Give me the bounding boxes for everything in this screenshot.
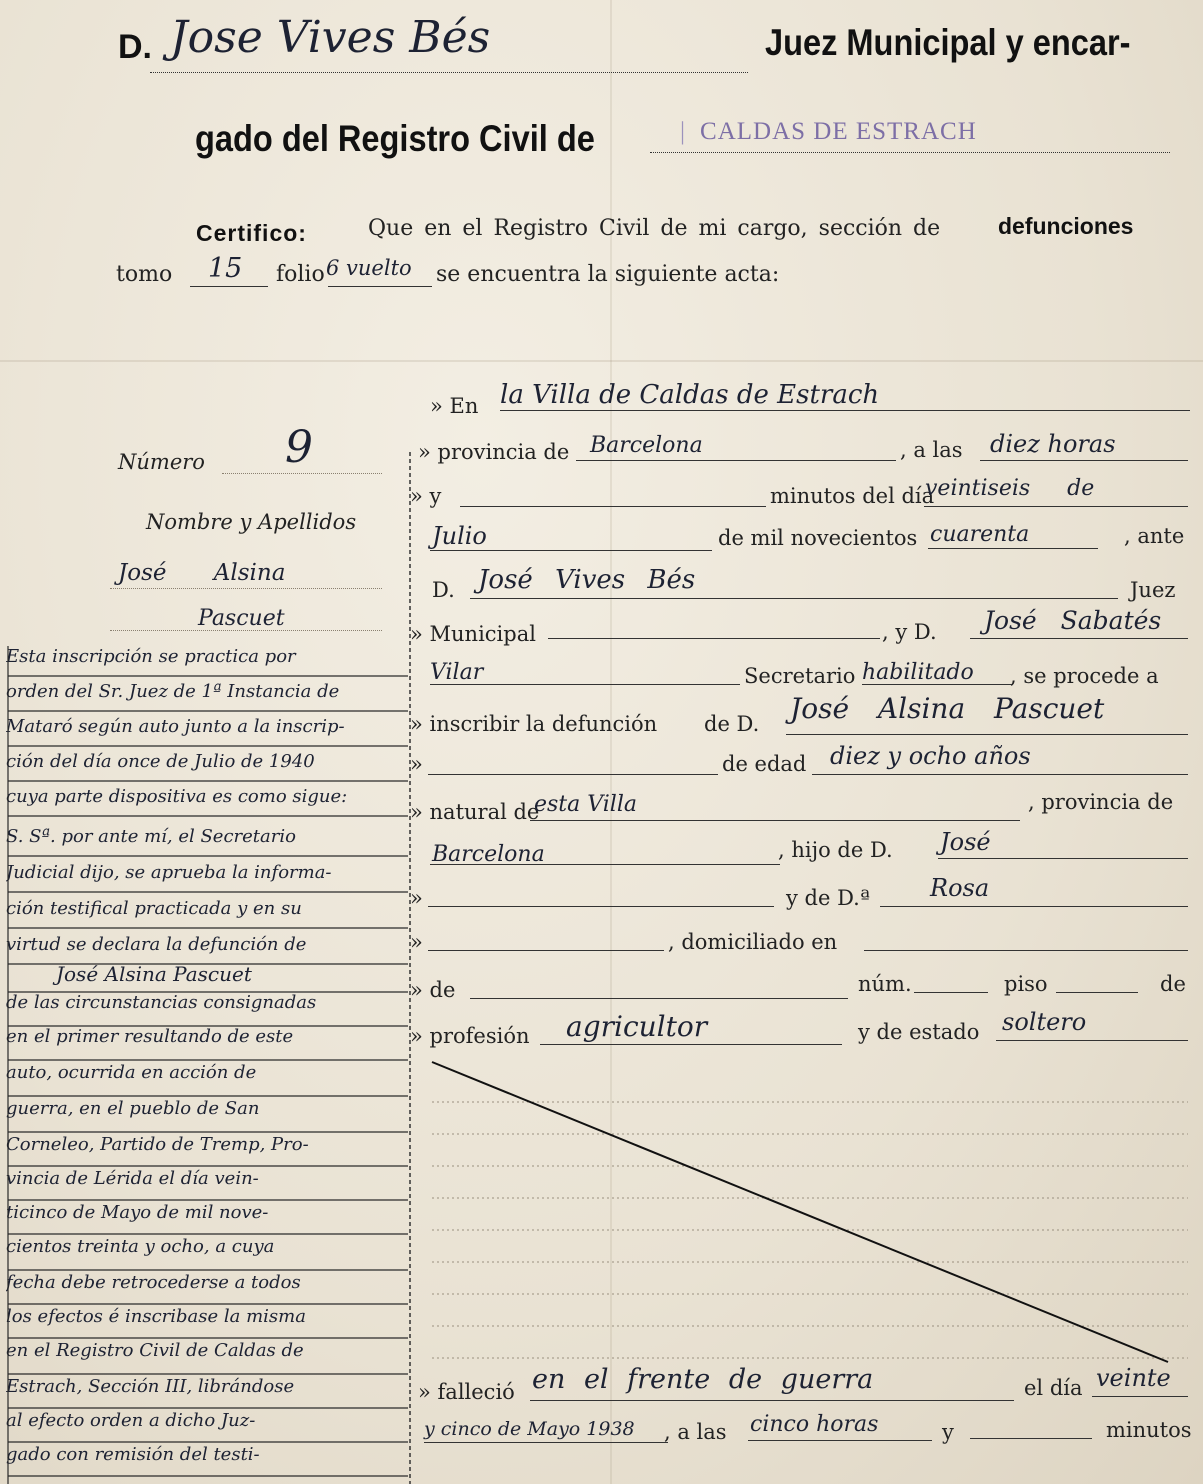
se-procede-label: , se procede a	[1010, 664, 1159, 688]
provincia2-line	[430, 864, 780, 865]
natural-line	[530, 820, 1020, 821]
secretario-value-a: José Sabatés	[984, 606, 1162, 635]
habilitado-line	[862, 684, 1012, 685]
edad-value: diez y ocho años	[830, 742, 1031, 770]
juez-value: José Vives Bés	[478, 565, 696, 595]
secretario-line-b	[430, 684, 740, 685]
estado-value: soltero	[1002, 1008, 1087, 1036]
dia-line	[924, 506, 1188, 507]
nombre-label: Nombre y Apellidos	[146, 510, 357, 534]
name-line2: Pascuet	[198, 606, 285, 631]
edad-prefix-line	[428, 774, 718, 775]
num-line	[914, 992, 988, 993]
edad-label: de edad	[722, 752, 807, 776]
note-line: auto, ocurrida en acción de	[6, 1062, 257, 1083]
note-line: Judicial dijo, se aprueba la informa-	[6, 862, 332, 883]
edad-line	[812, 774, 1188, 775]
hora2-line	[748, 1440, 932, 1441]
padre-cont-line	[428, 906, 774, 907]
provincia-value: Barcelona	[590, 433, 703, 458]
inscribir-label: » inscribir la defunción	[410, 712, 658, 736]
a-las-label: , a las	[900, 438, 963, 462]
secretario-value-b: Vilar	[430, 660, 484, 685]
row-prefix: »	[410, 886, 423, 910]
domicilio-prefix-line	[428, 950, 664, 951]
note-line: ción del día once de Julio de 1940	[6, 751, 315, 772]
d-prefix: D.	[118, 28, 152, 66]
note-line: guerra, en el pueblo de San	[6, 1098, 260, 1119]
folio-label: folio	[276, 262, 325, 287]
fecha-line-a	[1092, 1396, 1188, 1397]
note-line: vincia de Lérida el día vein-	[6, 1168, 259, 1189]
section-name: defunciones	[998, 213, 1134, 239]
y-de-label: y de D.ª	[786, 886, 870, 910]
note-line: José Alsina Pascuet	[56, 962, 252, 986]
hora2-value: cinco horas	[750, 1412, 879, 1437]
note-line: cuya parte dispositiva es como sigue:	[6, 786, 348, 807]
profesion-line	[540, 1044, 842, 1045]
d-label: D.	[432, 578, 455, 602]
note-line: de las circunstancias consignadas	[6, 992, 317, 1013]
municipal-label: » Municipal	[410, 622, 536, 646]
en-line	[500, 410, 1190, 411]
minutos-dia-label: minutos del día	[770, 484, 935, 508]
provincia-line	[576, 460, 896, 461]
profesion-value: agricultor	[566, 1010, 708, 1043]
note-line: Esta inscripción se practica por	[6, 646, 296, 667]
note-line: en el primer resultando de este	[6, 1026, 294, 1047]
municipal-line	[548, 638, 880, 639]
hijo-label: , hijo de D.	[778, 838, 893, 862]
note-line: fecha debe retrocederse a todos	[6, 1272, 301, 1293]
provincia-label: » provincia de	[418, 440, 570, 464]
fecha-line-b	[424, 1442, 668, 1443]
ante-label: , ante	[1124, 524, 1185, 548]
mes-value: Julio	[432, 522, 487, 550]
fallecio-line	[530, 1400, 1014, 1401]
mes-line	[430, 550, 712, 551]
domiciliado-label: , domiciliado en	[668, 930, 838, 954]
padre-value: José	[940, 828, 991, 856]
note-line: S. Sª. por ante mí, el Secretario	[6, 826, 296, 847]
note-line: al efecto orden a dicho Juz-	[6, 1410, 256, 1431]
y2-label: y	[942, 1420, 954, 1444]
fecha-value-a: veinte	[1096, 1364, 1171, 1392]
certifico-label: Certifico:	[196, 220, 307, 246]
note-line: Mataró según auto junto a la inscrip-	[6, 716, 345, 737]
note-line: ticinco de Mayo de mil nove-	[6, 1202, 269, 1223]
hora-line	[980, 460, 1188, 461]
folio-value: 6 vuelto	[326, 256, 412, 280]
en-value: la Villa de Caldas de Estrach	[500, 380, 880, 410]
fecha-value-b: y cinco de Mayo 1938	[424, 1418, 635, 1440]
provincia2-label: , provincia de	[1028, 790, 1174, 814]
place-stamp: | CALDAS DE ESTRACH	[680, 118, 977, 145]
anio-value: cuarenta	[930, 522, 1030, 547]
note-line: los efectos é inscribase la misma	[6, 1306, 306, 1327]
juez-line	[470, 598, 1118, 599]
name-line1: José Alsina	[118, 560, 286, 586]
row-prefix: »	[410, 930, 423, 954]
fallecio-label: » falleció	[418, 1380, 515, 1404]
anio-line	[928, 548, 1098, 549]
piso-line	[1056, 992, 1138, 993]
estado-label: y de estado	[858, 1020, 980, 1044]
note-line: Corneleo, Partido de Tremp, Pro-	[6, 1134, 309, 1155]
padre-line	[938, 858, 1188, 859]
title-line2: gado del Registro Civil de	[195, 118, 595, 159]
row-prefix: »	[410, 752, 423, 776]
tomo-value: 15	[208, 253, 243, 284]
difunto-value: José Alsina Pascuet	[790, 692, 1105, 725]
natural-label: » natural de	[410, 800, 540, 824]
domicilio-line	[864, 950, 1188, 951]
minutos-line	[460, 506, 766, 507]
y-label: » y	[410, 484, 442, 508]
num-label: núm.	[858, 972, 912, 996]
madre-line	[880, 906, 1188, 907]
minutos2-line	[970, 1438, 1092, 1439]
a-las2-label: , a las	[664, 1420, 727, 1444]
note-line: orden del Sr. Juez de 1ª Instancia de	[6, 681, 340, 702]
note-line: gado con remisión del testi-	[6, 1444, 260, 1465]
secretario-line-a	[970, 638, 1188, 639]
title-line1: Juez Municipal y encar-	[765, 22, 1131, 63]
provincia2-value: Barcelona	[432, 842, 545, 867]
habilitado-value: habilitado	[862, 660, 974, 685]
calle-line	[470, 998, 848, 999]
note-line: virtud se declara la defunción de	[6, 934, 307, 955]
hora-value: diez horas	[990, 430, 1116, 458]
de-d-label: de D.	[704, 712, 760, 736]
minutos-label: minutos	[1106, 1418, 1192, 1442]
fallecio-value: en el frente de guerra	[532, 1364, 874, 1395]
note-line: Estrach, Sección III, librándose	[6, 1376, 295, 1397]
de2-label: de	[1160, 972, 1186, 996]
piso-label: piso	[1004, 972, 1048, 996]
dia-value: veintiseis de	[925, 476, 1095, 501]
numero-value: 9	[285, 422, 313, 473]
difunto-line	[786, 734, 1188, 735]
en-label: » En	[430, 394, 479, 418]
numero-label: Número	[118, 450, 205, 474]
el-dia-label: el día	[1024, 1376, 1083, 1400]
madre-value: Rosa	[930, 874, 990, 902]
y-d-label: , y D.	[882, 620, 937, 644]
estado-line	[996, 1040, 1188, 1041]
natural-value: esta Villa	[534, 792, 637, 817]
profesion-label: » profesión	[410, 1024, 530, 1048]
certifico-text: Que en el Registro Civil de mi cargo, sección de	[368, 216, 941, 241]
note-line: cientos treinta y ocho, a cuya	[6, 1236, 275, 1257]
judge-name-handwritten: Jose Vives Bés	[170, 12, 491, 63]
mil-label: de mil novecientos	[718, 526, 918, 550]
note-line: en el Registro Civil de Caldas de	[6, 1340, 304, 1361]
tomo-label: tomo	[116, 262, 173, 287]
secretario-label: Secretario	[744, 664, 856, 688]
certifico-text-b: se encuentra la siguiente acta:	[436, 262, 780, 287]
note-line: ción testifical practicada y en su	[6, 898, 302, 919]
de-label: » de	[410, 978, 456, 1002]
juez-label: Juez	[1130, 578, 1176, 602]
